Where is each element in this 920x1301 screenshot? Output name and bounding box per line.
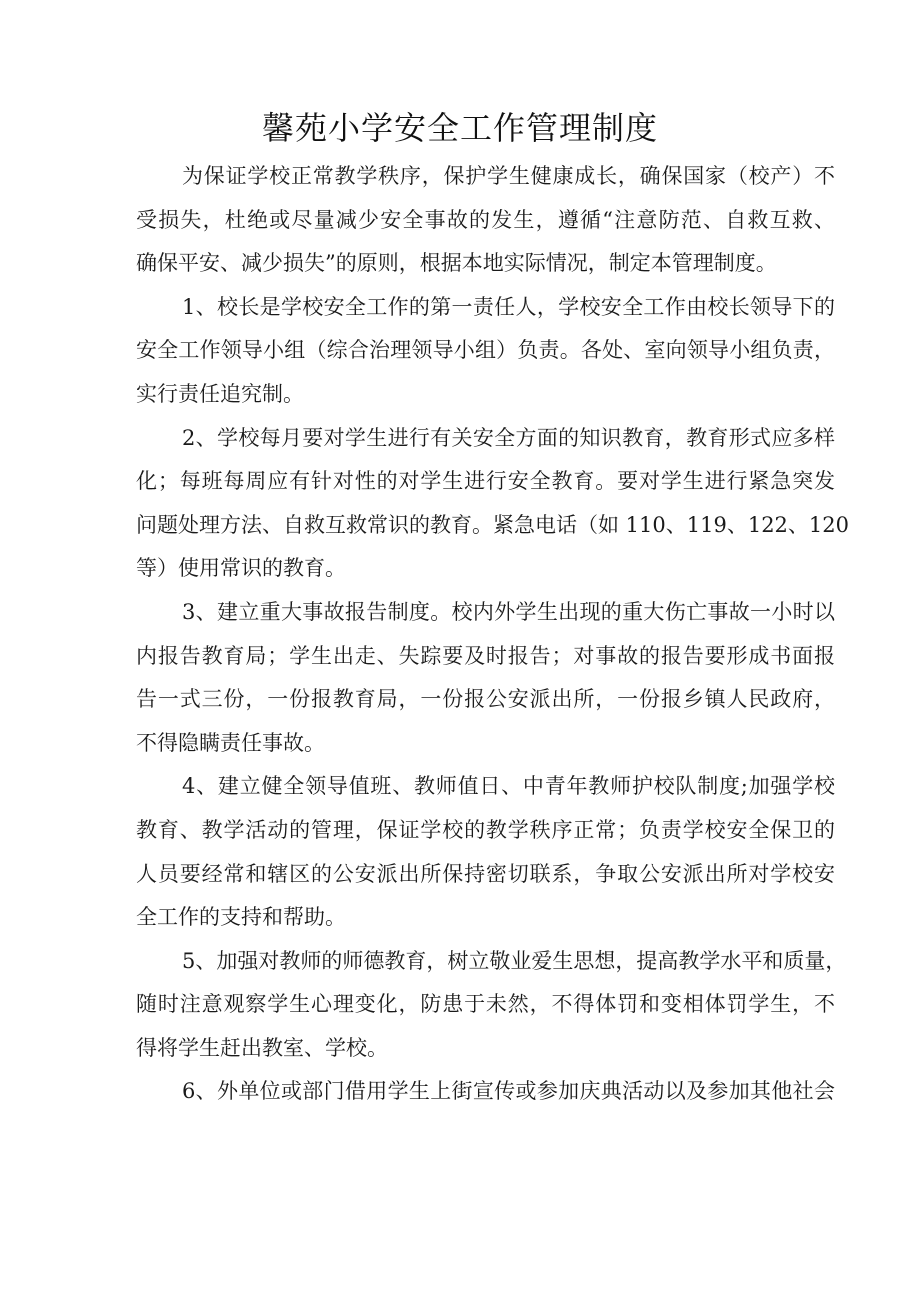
text-line: 告一式三份，一份报教育局，一份报公安派出所，一份报乡镇人民政府， [136,687,835,712]
paragraph-5 [90,940,847,1071]
text-line: 化；每班每周应有针对性的对学生进行安全教育。要对学生进行紧急突发 [136,469,835,494]
text-line: 为保证学校正常教学秩序，保护学生健康成长，确保国家（校产）不 [182,164,835,188]
document-body [90,155,850,1114]
paragraph-1 [90,286,835,417]
paragraph-2 [90,417,850,591]
paragraph-intro [90,155,835,286]
text-line: 不得隐瞒责任事故。 [136,730,325,755]
paragraph-3 [90,591,835,765]
text-line: 1、校长是学校安全工作的第一责任人，学校安全工作由校长领导下的 [182,294,835,319]
text-line: 人员要经常和辖区的公安派出所保持密切联系，争取公安派出所对学校安 [136,861,835,886]
paragraph-6 [90,1070,835,1114]
text-line: 实行责任追究制。 [136,381,304,406]
text-line: 受损失，杜绝或尽量减少安全事故的发生，遵循“注意防范、自救互救、 [136,207,835,232]
text-line: 确保平安、减少损失”的原则，根据本地实际情况，制定本管理制度。 [136,251,777,276]
text-line: 教育、教学活动的管理，保证学校的教学秩序正常；负责学校安全保卫的 [136,817,835,842]
text-line: 内报告教育局；学生出走、失踪要及时报告；对事故的报告要形成书面报 [136,643,835,668]
text-line: 2、学校每月要对学生进行有关安全方面的知识教育，教育形式应多样 [182,425,835,450]
text-line: 全工作的支持和帮助。 [136,905,346,930]
text-line: 3、建立重大事故报告制度。校内外学生出现的重大伤亡事故一小时以 [182,599,835,624]
document-title: 馨苑小学安全工作管理制度 [261,109,658,147]
text-line: 问题处理方法、自救互救常识的教育。紧急电话（如 110、119、122、120 [136,512,850,537]
text-line: 5、加强对教师的师德教育，树立敬业爱生思想，提高教学水平和质量， [182,948,847,973]
text-line: 随时注意观察学生心理变化，防患于未然，不得体罚和变相体罚学生，不 [136,992,835,1017]
text-line: 4、建立健全领导值班、教师值日、中青年教师护校队制度;加强学校 [182,774,835,799]
text-line: 6、外单位或部门借用学生上街宣传或参加庆典活动以及参加其他社会 [182,1079,835,1104]
text-line: 得将学生赶出教室、学校。 [136,1035,388,1060]
text-line: 等）使用常识的教育。 [136,556,346,581]
text-line: 安全工作领导小组（综合治理领导小组）负责。各处、室向领导小组负责， [136,338,835,363]
paragraph-4 [90,765,835,939]
